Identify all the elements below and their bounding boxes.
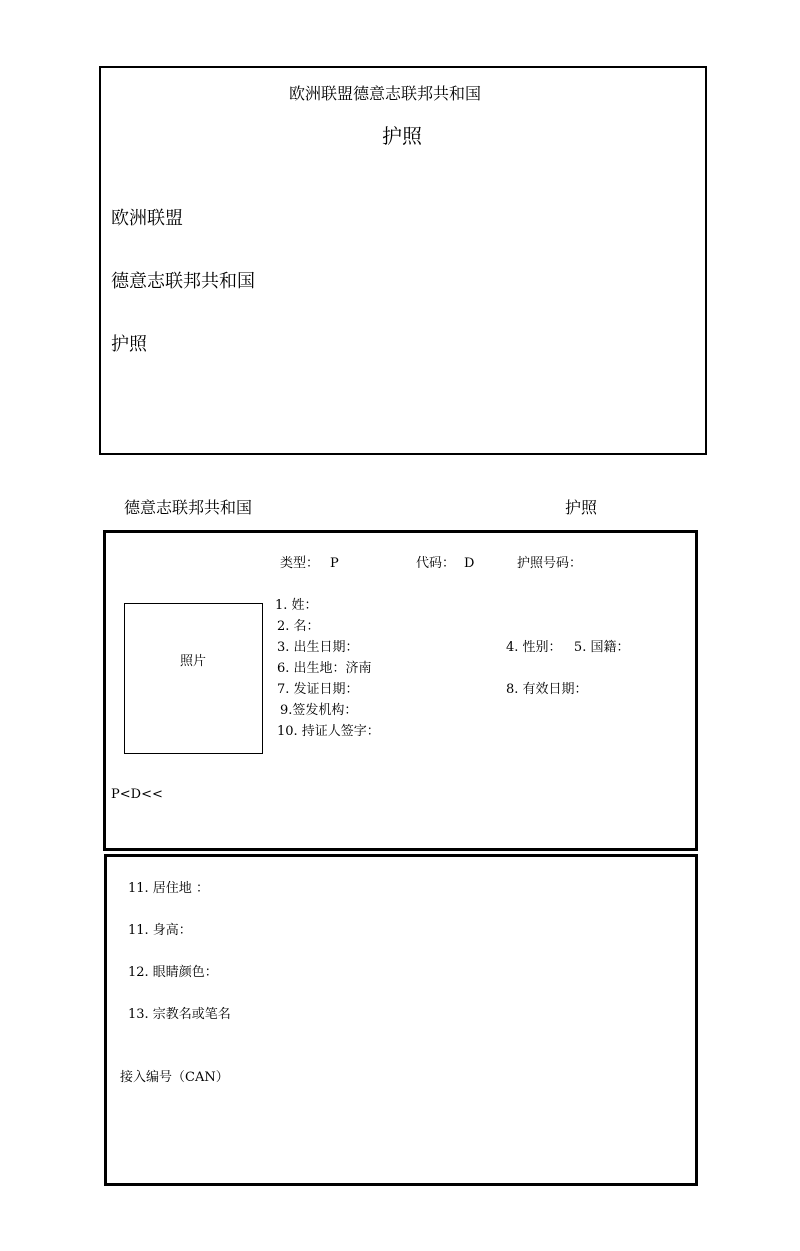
field-sex-nationality: 4. 性别： 5. 国籍： xyxy=(506,640,630,655)
field-residence: 11. 居住地 ： xyxy=(128,881,209,896)
field-date-of-birth: 3. 出生日期： xyxy=(277,640,359,655)
type-value: P xyxy=(330,556,339,571)
field-religious-name: 13. 宗教名或笔名 xyxy=(128,1007,231,1022)
field-holder-signature: 10. 持证人签字： xyxy=(277,724,380,739)
code-value: D xyxy=(464,556,475,571)
field-expiry-date: 8. 有效日期： xyxy=(506,682,588,697)
cover-line-passport: 护照 xyxy=(111,334,147,355)
header-doc: 护照 xyxy=(565,498,598,517)
field-issuing-authority: 9.签发机构： xyxy=(280,703,358,718)
code-label: 代码： xyxy=(416,556,456,571)
photo-placeholder xyxy=(124,603,263,754)
photo-label: 照片 xyxy=(180,654,207,669)
field-can-number: 接入编号（CAN） xyxy=(120,1070,229,1085)
field-surname: 1. 姓： xyxy=(275,598,318,613)
type-label: 类型： xyxy=(280,556,320,571)
cover-heading: 欧洲联盟德意志联邦共和国 xyxy=(289,84,482,103)
field-height: 11. 身高： xyxy=(128,923,192,938)
field-eye-color: 12. 眼睛颜色： xyxy=(128,965,218,980)
cover-title: 护照 xyxy=(382,124,422,148)
header-country: 德意志联邦共和国 xyxy=(124,498,253,517)
machine-readable-zone: P<D<< xyxy=(111,787,163,802)
passport-number-label: 护照号码： xyxy=(517,556,583,571)
field-issue-date: 7. 发证日期： xyxy=(277,682,359,697)
field-given-name: 2. 名： xyxy=(277,619,320,634)
field-place-of-birth: 6. 出生地：济南 xyxy=(277,661,372,676)
cover-line-eu: 欧洲联盟 xyxy=(111,208,183,229)
cover-line-germany: 德意志联邦共和国 xyxy=(111,271,255,292)
